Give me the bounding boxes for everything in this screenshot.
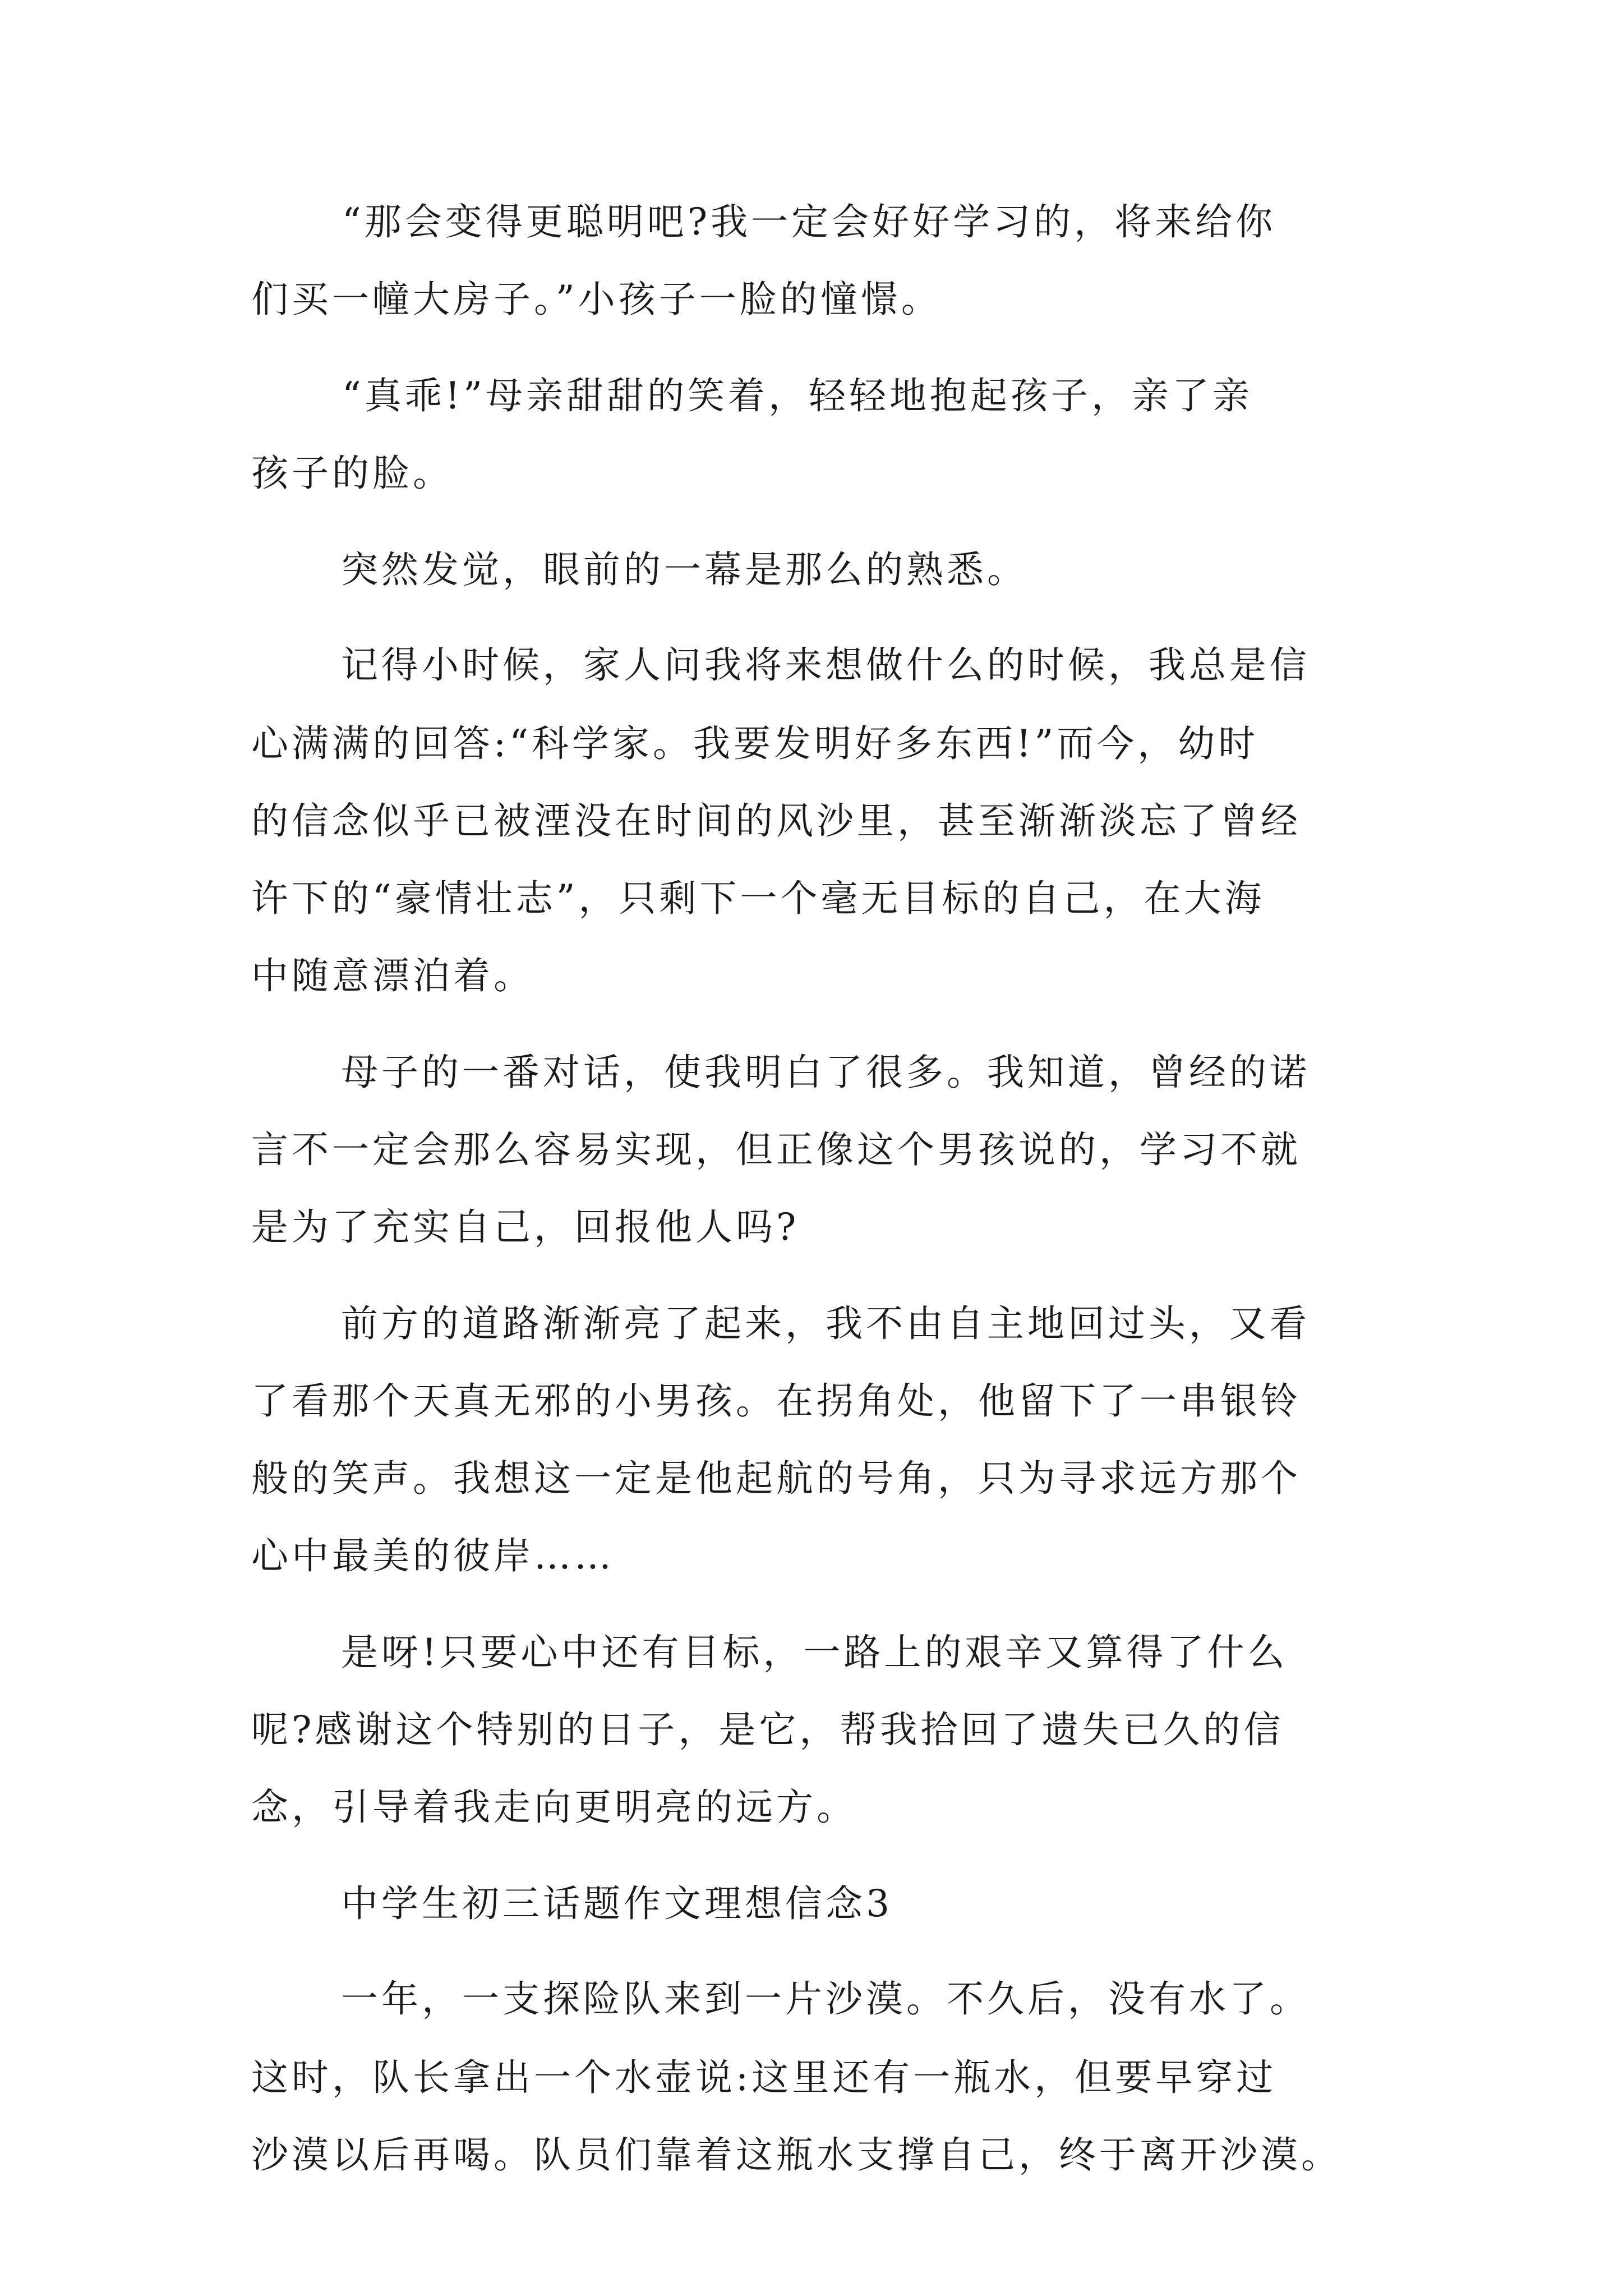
- text-line: 沙漠以后再喝。队员们靠着这瓶水支撑自己，终于离开沙漠。: [251, 2133, 1341, 2177]
- text-line: 这时，队长拿出一个水壶说:这里还有一瓶水，但要早穿过: [251, 2056, 1277, 2099]
- text-line: 是为了充实自己，回报他人吗?: [251, 1205, 800, 1249]
- text-line: 心满满的回答:“科学家。我要发明好多东西!”而今，幼时: [251, 722, 1259, 765]
- text-line: 孩子的脸。: [251, 452, 453, 495]
- text-line: 们买一幢大房子。”小孩子一脸的憧憬。: [251, 278, 942, 321]
- text-line: 记得小时候，家人问我将来想做什么的时候，我总是信: [341, 643, 1310, 687]
- text-line: “那会变得更聪明吧?我一定会好好学习的，将来给你: [342, 200, 1276, 243]
- text-line: 前方的道路渐渐亮了起来，我不由自主地回过头，又看: [341, 1302, 1310, 1345]
- text-line: “真乖!”母亲甜甜的笑着，轻轻地抱起孩子，亲了亲: [342, 374, 1253, 417]
- text-line: 了看那个天真无邪的小男孩。在拐角处，他留下了一串银铃: [251, 1379, 1301, 1423]
- text-line: 般的笑声。我想这一定是他起航的号角，只为寻求远方那个: [251, 1457, 1301, 1500]
- text-line: 一年，一支探险队来到一片沙漠。不久后，没有水了。: [341, 1977, 1310, 2021]
- text-line: 言不一定会那么容易实现，但正像这个男孩说的，学习不就: [251, 1128, 1301, 1171]
- text-line: 突然发觉，眼前的一幕是那么的熟悉。: [341, 548, 1027, 591]
- text-line: 的信念似乎已被湮没在时间的风沙里，甚至渐渐淡忘了曾经: [251, 799, 1301, 843]
- text-line: 是呀!只要心中还有目标，一路上的艰辛又算得了什么: [341, 1631, 1288, 1674]
- text-line: 呢?感谢这个特别的日子，是它，帮我拾回了遗失已久的信: [251, 1708, 1284, 1751]
- text-line: 念，引导着我走向更明亮的远方。: [251, 1786, 857, 1829]
- text-line: 中随意漂泊着。: [251, 954, 534, 997]
- text-line: 许下的“豪情壮志”，只剩下一个毫无目标的自己，在大海: [251, 877, 1265, 920]
- section-heading: 中学生初三话题作文理想信念3: [341, 1882, 893, 1925]
- text-line: 心中最美的彼岸……: [251, 1534, 615, 1577]
- text-line: 母子的一番对话，使我明白了很多。我知道，曾经的诺: [341, 1051, 1310, 1094]
